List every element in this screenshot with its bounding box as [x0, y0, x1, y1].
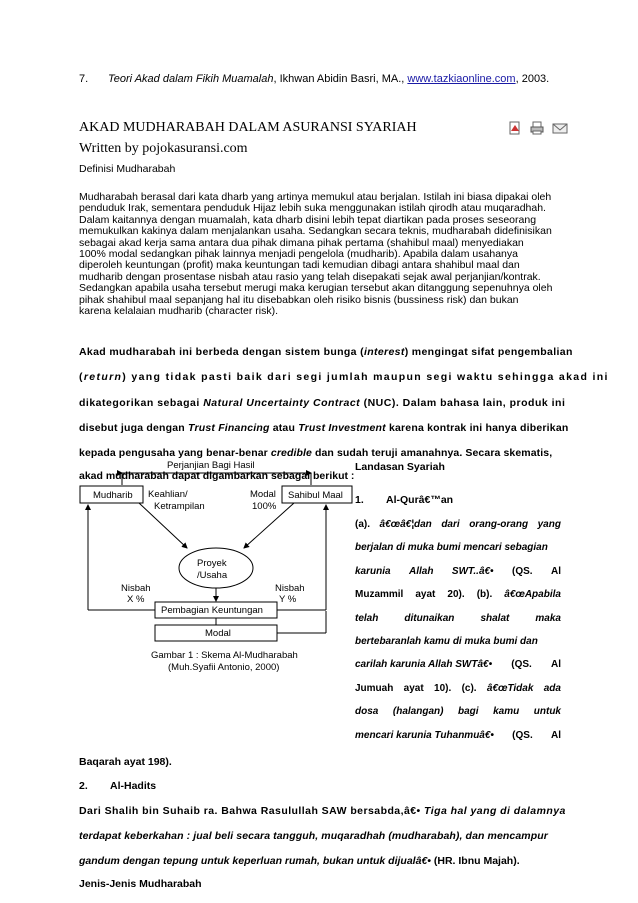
quote-line: dosa (halangan) bagi kamu untuk [355, 706, 561, 718]
quote-line: (a). â€œâ€¦dan dari orang-orang yang [355, 519, 561, 530]
paragraph-line: mudharib dengan prosentase nisbah atau rasio yang telah disepakati sejak awal perjanjian/kontrak. [79, 270, 541, 283]
quote-line: carilah karunia Allah SWTâ€• (QS. Al [355, 659, 561, 671]
hadits-line-1: Dari Shalih bin Suhaib ra. Bahwa Rasulullah SAW bersabda,â€• Tiga hal yang di dalamnya [79, 805, 566, 817]
hadits-line-2: terdapat keberkahan : jual beli secara tangguh, muqaradhah (mudharabah), dan mencampur [79, 830, 548, 842]
pdf-icon[interactable] [508, 121, 522, 135]
quote-line: berjalan di muka bumi mencari sebagian [355, 542, 548, 554]
diagram-mudharib: Mudharib [93, 490, 133, 501]
reference-line [79, 73, 619, 85]
quran-quotes [355, 519, 561, 753]
quote-line: Muzammil ayat 20). (b). â€œApabila [355, 589, 561, 601]
diagram-caption-2: (Muh.Syafii Antonio, 2000) [168, 662, 280, 673]
mudharabah-diagram [79, 455, 354, 705]
paragraph-line: pihak shahibul maal sepanjang hal itu disebabkan oleh risiko bisnis (bussiness risk) dan bukan [79, 293, 519, 306]
paragraph-line: karena kelalaian mudharib (character risk). [79, 305, 279, 318]
email-icon[interactable] [552, 121, 568, 135]
paragraph-line: diperoleh keuntungan (profit) maka keuntungan tadi kemudian dibagi antara shahibul maal dan [79, 259, 520, 272]
bold-line-5: kepada pengusaha yang benar-benar credible dan sudah teruji amanahnya. Secara skematis, [79, 447, 553, 459]
paragraph-line: 100% modal sedangkan pihak lainnya menjadi pengelola (mudharib). Apabila dalam usahanya [79, 248, 518, 261]
quote-line: karunia Allah SWT..â€• (QS. Al [355, 565, 561, 577]
diagram-keahlian-1: Keahlian/ [148, 489, 188, 500]
diagram-nisbah-right-2: Y % [279, 594, 297, 605]
diagram-modal: Modal [205, 628, 231, 639]
article-byline: Written by pojokasuransi.com [79, 141, 248, 156]
bold-line-4: disebut juga dengan Trust Financing atau Trust Investment karena kontrak ini hanya diberikan [79, 422, 569, 434]
diagram-proyek-1: Proyek [197, 558, 227, 569]
landasan-item1-label: Al-Qurâ€™an [386, 494, 454, 506]
article-title: AKAD MUDHARABAH DALAM ASURANSI SYARIAH [79, 120, 417, 135]
quote-line: bertebaranlah kamu di muka bumi dan [355, 635, 538, 647]
bold-line-2: (return) yang tidak pasti baik dari segi jumlah maupun segi waktu sehingga akad ini [79, 371, 609, 383]
paragraph-line: sebagai akad kerja sama antara dua pihak dimana pihak pertama (shahibul maal) menyediakan [79, 236, 524, 249]
diagram-keahlian-2: Ketrampilan [154, 501, 205, 512]
article-toolbar [508, 121, 568, 135]
reference-tail: , 2003. [515, 73, 550, 85]
reference-title: Teori Akad dalam Fikih Muamalah [108, 73, 274, 85]
quote-line: telah ditunaikan shalat maka [355, 612, 561, 624]
reference-number: 7. [79, 73, 89, 85]
diagram-nisbah-left-1: Nisbah [121, 583, 151, 594]
diagram-nisbah-right-1: Nisbah [275, 583, 305, 594]
definition-paragraph [79, 192, 561, 317]
bold-line-3: dikategorikan sebagai Natural Uncertainty Contract (NUC). Dalam bahasa lain, produk ini [79, 397, 566, 409]
paragraph-line: Sedangkan apabila usaha tersebut merugi maka kerugian tersebut akan ditanggung sepenuhnya oleh [79, 282, 553, 295]
paragraph-line: penduduk Irak, sementara penduduk Hijaz lebih suka menggunakan istilah qirodh atau muqaradhah. [79, 202, 546, 215]
reference-link[interactable]: www.tazkiaonline.com [407, 73, 516, 85]
quote-line: mencari karunia Tuhanmuâ€• (QS. Al [355, 729, 561, 741]
diagram-perjanjian: Perjanjian Bagi Hasil [167, 460, 255, 471]
landasan-heading: Landasan Syariah [355, 461, 445, 473]
paragraph-line: Dalam kaitannya dengan muamalah, kata dharb disini lebih tepat diartikan pada proses seseorang [79, 213, 537, 226]
reference-author: , Ikhwan Abidin Basri, MA., [273, 73, 408, 85]
diagram-pembagian: Pembagian Keuntungan [161, 605, 263, 616]
quote-line: Jumuah ayat 10). (c). â€œTidak ada [355, 682, 561, 694]
section-heading-jenis: Jenis-Jenis Mudharabah [79, 878, 202, 890]
diagram-modal-label-1: Modal [250, 489, 276, 500]
diagram-modal-label-2: 100% [252, 501, 277, 512]
landasan-item2-number: 2. [79, 780, 88, 792]
landasan-item2-label: Al-Hadits [110, 780, 157, 792]
diagram-nisbah-left-2: X % [127, 594, 145, 605]
bold-line-1: Akad mudharabah ini berbeda dengan sistem bunga (interest) mengingat sifat pengembalian [79, 346, 573, 358]
paragraph-line: memukulkan kakinya dalam menjalankan usaha. Sedangkan secara teknis, mudharabah didefinisikan [79, 225, 552, 238]
section-heading-definisi: Definisi Mudharabah [79, 163, 176, 175]
print-icon[interactable] [530, 121, 544, 135]
diagram-caption-1: Gambar 1 : Skema Al-Mudharabah [151, 650, 298, 661]
paragraph-line: Mudharabah berasal dari kata dharb yang artinya memukul atau berjalan. Istilah ini biasa dipakai oleh [79, 191, 552, 203]
landasan-item1-number: 1. [355, 494, 364, 506]
hadits-line-3: gandum dengan tepung untuk keperluan rumah, bukan untuk dijualâ€• (HR. Ibnu Majah). [79, 855, 520, 867]
baqarah-line: Baqarah ayat 198). [79, 756, 172, 768]
diagram-proyek-2: /Usaha [197, 570, 228, 581]
bold-line-6: akad mudharabah dapat digambarkan sebagai berikut : [79, 470, 355, 482]
diagram-shahibul: Sahibul Maal [288, 490, 343, 501]
